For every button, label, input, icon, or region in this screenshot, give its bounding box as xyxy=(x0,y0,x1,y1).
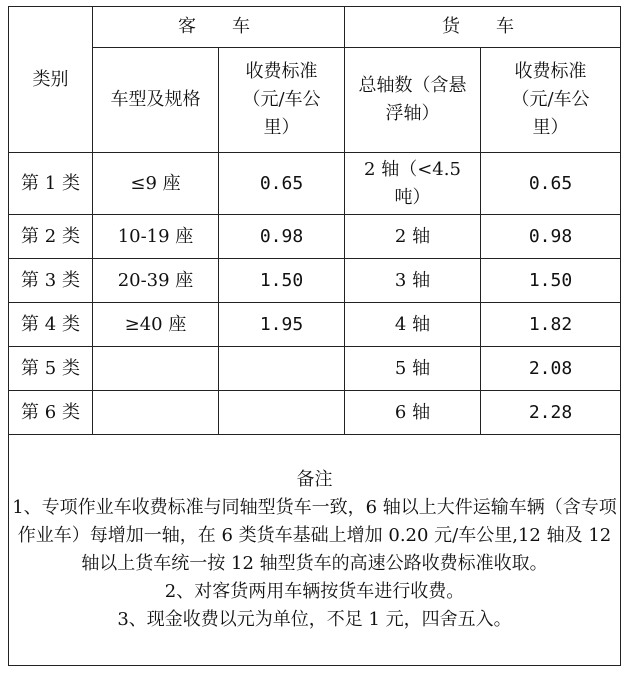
row-truck-rate: 1.82 xyxy=(481,303,621,347)
row-truck-rate: 1.50 xyxy=(481,259,621,303)
notes-row xyxy=(9,435,621,666)
row-truck-axles: 6 轴 xyxy=(345,391,481,435)
row-passenger-rate: 1.50 xyxy=(219,259,345,303)
table-row xyxy=(9,347,621,391)
table-row xyxy=(9,259,621,303)
row-passenger-spec xyxy=(93,391,219,435)
row-passenger-rate xyxy=(219,347,345,391)
row-truck-axles: 3 轴 xyxy=(345,259,481,303)
header-truck-group: 货 车 xyxy=(345,7,621,48)
header-category: 类别 xyxy=(9,7,93,153)
row-truck-axles: 5 轴 xyxy=(345,347,481,391)
row-truck-axles: 2 轴 xyxy=(345,215,481,259)
row-passenger-spec xyxy=(93,347,219,391)
note-item-3: 3、现金收费以元为单位，不足 1 元，四舍五入。 xyxy=(117,609,512,630)
table-row xyxy=(9,391,621,435)
row-passenger-spec: ≥40 座 xyxy=(93,303,219,347)
notes-title: 备注 xyxy=(296,469,333,490)
header-row-sub xyxy=(9,48,621,153)
row-truck-rate: 2.28 xyxy=(481,391,621,435)
row-category: 第 6 类 xyxy=(9,391,93,435)
header-passenger-rate: 收费标准（元/车公里） xyxy=(219,48,345,153)
table-row xyxy=(9,303,621,347)
row-truck-axles: 2 轴（<4.5 吨） xyxy=(345,153,481,215)
note-item-2: 2、对客货两用车辆按货车进行收费。 xyxy=(164,581,465,602)
row-truck-rate: 0.65 xyxy=(481,153,621,215)
row-passenger-rate xyxy=(219,391,345,435)
toll-fee-table xyxy=(8,6,621,666)
row-passenger-spec: ≤9 座 xyxy=(93,153,219,215)
table-row xyxy=(9,153,621,215)
row-passenger-rate: 0.98 xyxy=(219,215,345,259)
row-passenger-spec: 10-19 座 xyxy=(93,215,219,259)
header-truck-axles: 总轴数（含悬浮轴） xyxy=(345,48,481,153)
row-passenger-rate: 0.65 xyxy=(219,153,345,215)
row-category: 第 5 类 xyxy=(9,347,93,391)
row-truck-axles: 4 轴 xyxy=(345,303,481,347)
row-truck-rate: 2.08 xyxy=(481,347,621,391)
row-passenger-rate: 1.95 xyxy=(219,303,345,347)
header-row-group xyxy=(9,7,621,48)
header-truck-rate: 收费标准（元/车公里） xyxy=(481,48,621,153)
row-category: 第 3 类 xyxy=(9,259,93,303)
row-category: 第 1 类 xyxy=(9,153,93,215)
notes-cell xyxy=(9,435,621,666)
table-row xyxy=(9,215,621,259)
header-passenger-group: 客 车 xyxy=(93,7,345,48)
row-category: 第 4 类 xyxy=(9,303,93,347)
row-category: 第 2 类 xyxy=(9,215,93,259)
row-truck-rate: 0.98 xyxy=(481,215,621,259)
header-passenger-spec: 车型及规格 xyxy=(93,48,219,153)
row-passenger-spec: 20-39 座 xyxy=(93,259,219,303)
note-item-1: 1、专项作业车收费标准与同轴型货车一致，6 轴以上大件运输车辆（含专项作业车）每增加一轴，在 6 类货车基础上增加 0.20 元/车公里,12 轴及 12 轴以上货车统一按 12 轴型货车的高速公路收费标准收取。 xyxy=(12,497,617,574)
